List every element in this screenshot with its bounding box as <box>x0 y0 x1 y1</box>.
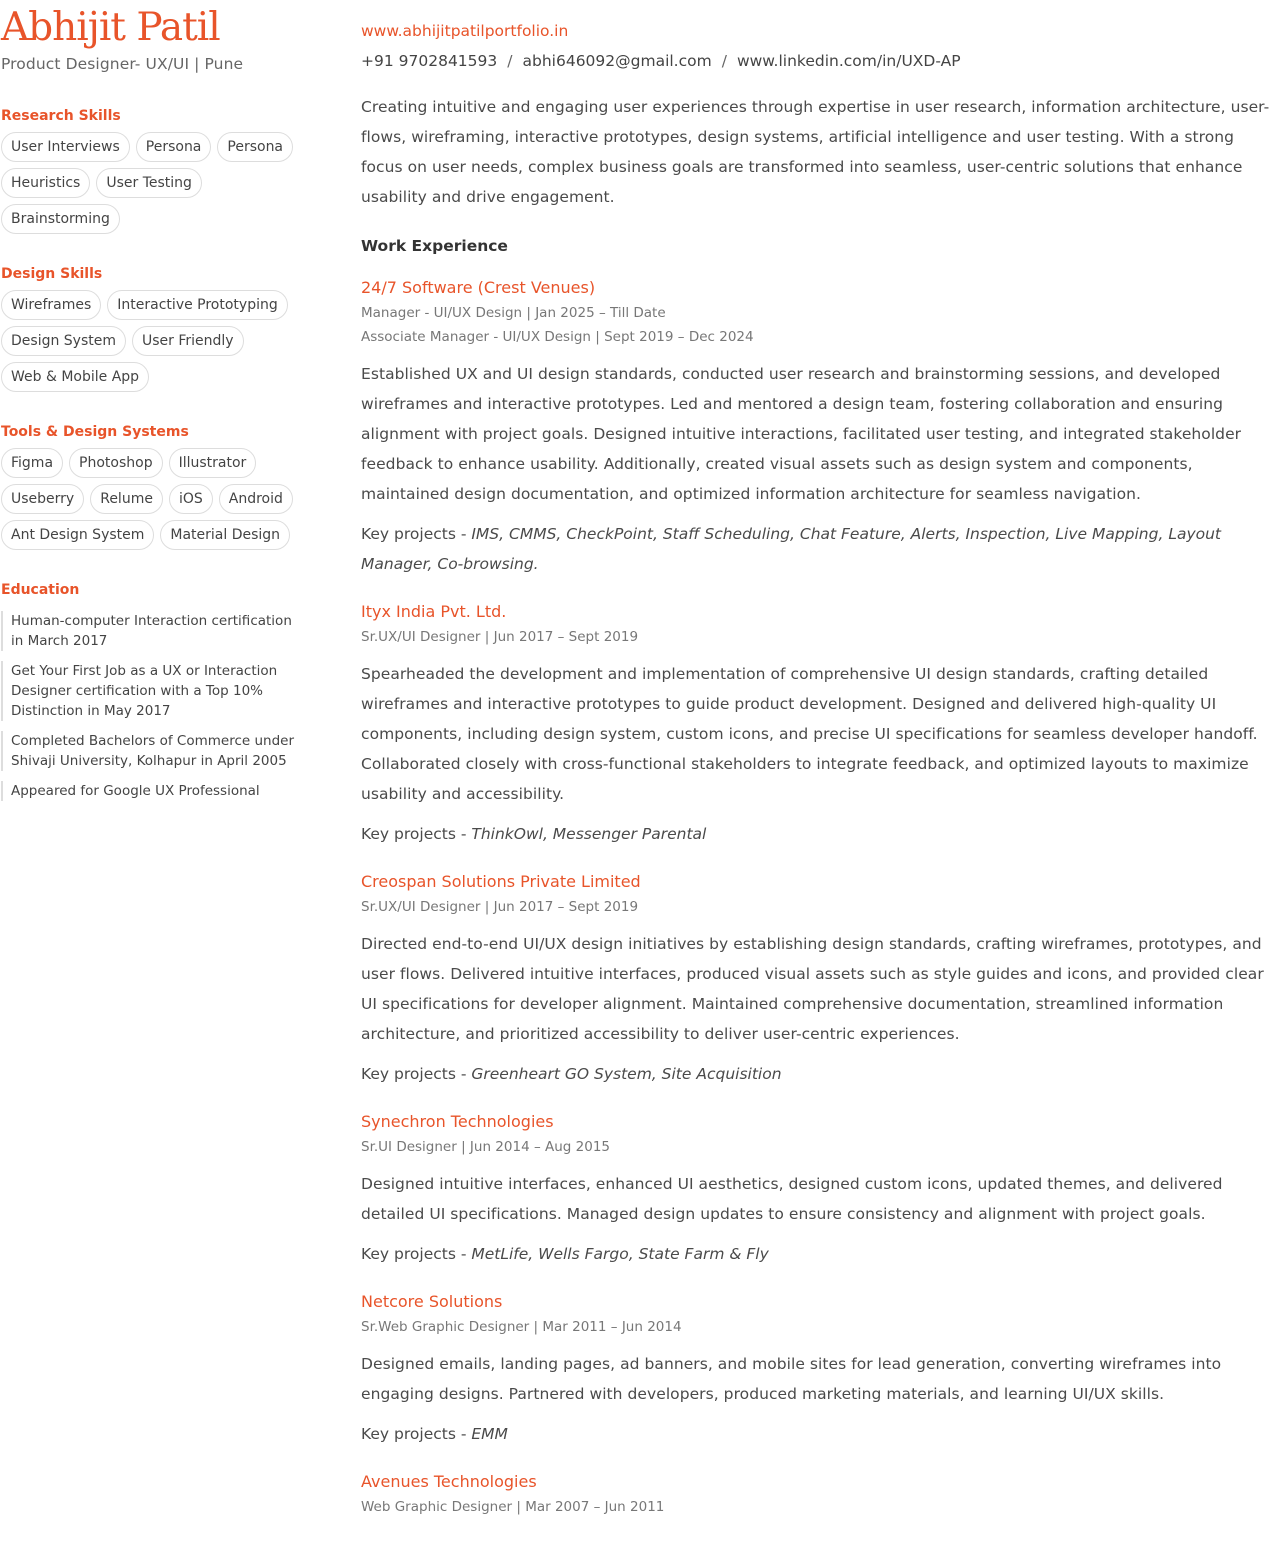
research-skills-tags <box>1 132 306 234</box>
tool-tag: Ant Design System <box>1 520 154 550</box>
design-skills-section <box>1 266 311 392</box>
job-description: Spearheaded the development and implementation of comprehensive UI design standards, crafting detailed wireframes and interactive prototypes to guide product development. Designed and delivered high-quality UI components, including design system, custom icons, and precise UI specifications for seamless developer handoff. Collaborated closely with cross-functional stakeholders to integrate feedback, and optimized layouts to maximize usability and accessibility. <box>361 665 1258 803</box>
job-role: Sr.Web Graphic Designer | Mar 2011 – Jun 2014 <box>361 1319 682 1335</box>
job-entry <box>361 1111 1273 1269</box>
job-role: Associate Manager - UI/UX Design | Sept 2019 – Dec 2024 <box>361 329 754 345</box>
key-projects-label: Key projects - <box>361 525 472 543</box>
sidebar <box>1 0 311 811</box>
candidate-name: Abhijit Patil <box>1 5 220 50</box>
skill-tag: User Testing <box>96 168 202 198</box>
contact-line <box>361 50 1273 72</box>
education-item: Human-computer Interaction certification in March 2017 <box>1 611 301 651</box>
education-item: Appeared for Google UX Professional <box>1 781 301 801</box>
work-experience-title: Work Experience <box>361 237 508 255</box>
company-name: Avenues Technologies <box>361 1472 537 1491</box>
tool-tag: Relume <box>90 484 163 514</box>
key-projects-label: Key projects - <box>361 1245 472 1263</box>
skill-tag: Web & Mobile App <box>1 362 149 392</box>
job-role: Sr.UX/UI Designer | Jun 2017 – Sept 2019 <box>361 899 639 915</box>
key-projects-list: IMS, CMMS, CheckPoint, Staff Scheduling, Chat Feature, Alerts, Inspection, Live Mapping, Layout Manager, Co-browsing. <box>361 525 1222 573</box>
separator: / <box>507 52 513 70</box>
company-name: Netcore Solutions <box>361 1292 503 1311</box>
tools-tags <box>1 448 306 550</box>
separator: / <box>721 52 727 70</box>
key-projects-label: Key projects - <box>361 1425 472 1443</box>
job-description: Established UX and UI design standards, conducted user research and brainstorming sessions, and developed wireframes and interactive prototypes. Led and mentored a design team, fostering collaboration and ensuring alignment with project goals. Designed intuitive interactions, facilitated user testing, and integrated stakeholder feedback to enhance usability. Additionally, created visual assets such as design system and components, maintained design documentation, and optimized information architecture for seamless navigation. <box>361 365 1242 503</box>
key-projects <box>361 519 1273 579</box>
tool-tag: Illustrator <box>169 448 257 478</box>
main-content <box>361 0 1273 1519</box>
skill-tag: Interactive Prototyping <box>107 290 287 320</box>
research-skills-section <box>1 108 311 234</box>
candidate-role: Product Designer- UX/UI | Pune <box>1 55 244 73</box>
job-role: Web Graphic Designer | Mar 2007 – Jun 2011 <box>361 1499 665 1515</box>
job-role: Manager - UI/UX Design | Jan 2025 – Till Date <box>361 305 666 321</box>
skill-tag: Wireframes <box>1 290 101 320</box>
tools-section <box>1 424 311 550</box>
job-role: Sr.UI Designer | Jun 2014 – Aug 2015 <box>361 1139 611 1155</box>
tool-tag: Useberry <box>1 484 84 514</box>
tool-tag: Material Design <box>160 520 290 550</box>
job-entry <box>361 871 1273 1089</box>
job-entry <box>361 1291 1273 1449</box>
education-title: Education <box>1 582 80 598</box>
skill-tag: Persona <box>217 132 293 162</box>
key-projects-list: ThinkOwl, Messenger Parental <box>471 825 707 843</box>
job-entry <box>361 1471 1273 1519</box>
education-item: Completed Bachelors of Commerce under Shivaji University, Kolhapur in April 2005 <box>1 731 301 771</box>
design-skills-title: Design Skills <box>1 266 103 282</box>
job-role: Sr.UX/UI Designer | Jun 2017 – Sept 2019 <box>361 629 639 645</box>
linkedin-link[interactable]: www.linkedin.com/in/UXD-AP <box>736 52 961 70</box>
skill-tag: User Friendly <box>132 326 244 356</box>
key-projects-list: MetLife, Wells Fargo, State Farm & Fly <box>471 1245 769 1263</box>
key-projects-list: EMM <box>471 1425 508 1443</box>
education-item: Get Your First Job as a UX or Interaction Designer certification with a Top 10% Distinction in May 2017 <box>1 661 301 721</box>
job-description: Designed emails, landing pages, ad banners, and mobile sites for lead generation, converting wireframes into engaging designs. Partnered with developers, produced marketing materials, and learning UI/UX skills. <box>361 1355 1222 1403</box>
tool-tag: Figma <box>1 448 63 478</box>
skill-tag: Persona <box>136 132 212 162</box>
key-projects <box>361 1059 1273 1089</box>
tool-tag: Photoshop <box>69 448 163 478</box>
summary: Creating intuitive and engaging user experiences through expertise in user research, information architecture, user-flows, wireframing, interactive prototypes, design systems, artificial intelligence and user testing. With a strong focus on user needs, complex business goals are transformed into seamless, user-centric solutions that enhance usability and drive engagement. <box>361 98 1270 206</box>
key-projects <box>361 1239 1273 1269</box>
job-entry <box>361 601 1273 849</box>
company-name: Synechron Technologies <box>361 1112 554 1131</box>
skill-tag: Brainstorming <box>1 204 120 234</box>
tool-tag: Android <box>219 484 293 514</box>
skill-tag: User Interviews <box>1 132 130 162</box>
skill-tag: Heuristics <box>1 168 90 198</box>
job-description: Directed end-to-end UI/UX design initiatives by establishing design standards, crafting wireframes, prototypes, and user flows. Delivered intuitive interfaces, produced visual assets such as style guides and icons, and provided clear UI specifications for developer alignment. Maintained comprehensive documentation, streamlined information architecture, and prioritized accessibility to deliver user-centric experiences. <box>361 935 1264 1043</box>
portfolio-link[interactable]: www.abhijitpatilportfolio.in <box>361 22 569 40</box>
tools-title: Tools & Design Systems <box>1 424 189 440</box>
company-name: Creospan Solutions Private Limited <box>361 872 641 891</box>
company-name: 24/7 Software (Crest Venues) <box>361 278 596 297</box>
job-entry <box>361 277 1273 579</box>
key-projects-label: Key projects - <box>361 825 472 843</box>
education-section <box>1 582 311 801</box>
company-name: Ityx India Pvt. Ltd. <box>361 602 507 621</box>
key-projects-label: Key projects - <box>361 1065 472 1083</box>
phone-number: +91 9702841593 <box>361 52 498 70</box>
research-skills-title: Research Skills <box>1 108 121 124</box>
key-projects <box>361 819 1273 849</box>
design-skills-tags <box>1 290 306 392</box>
skill-tag: Design System <box>1 326 126 356</box>
key-projects-list: Greenheart GO System, Site Acquisition <box>471 1065 782 1083</box>
job-description: Designed intuitive interfaces, enhanced UI aesthetics, designed custom icons, updated themes, and delivered detailed UI specifications. Managed design updates to ensure consistency and alignment with project goals. <box>361 1175 1223 1223</box>
key-projects <box>361 1419 1273 1449</box>
tool-tag: iOS <box>169 484 213 514</box>
email-link[interactable]: abhi646092@gmail.com <box>522 52 712 70</box>
